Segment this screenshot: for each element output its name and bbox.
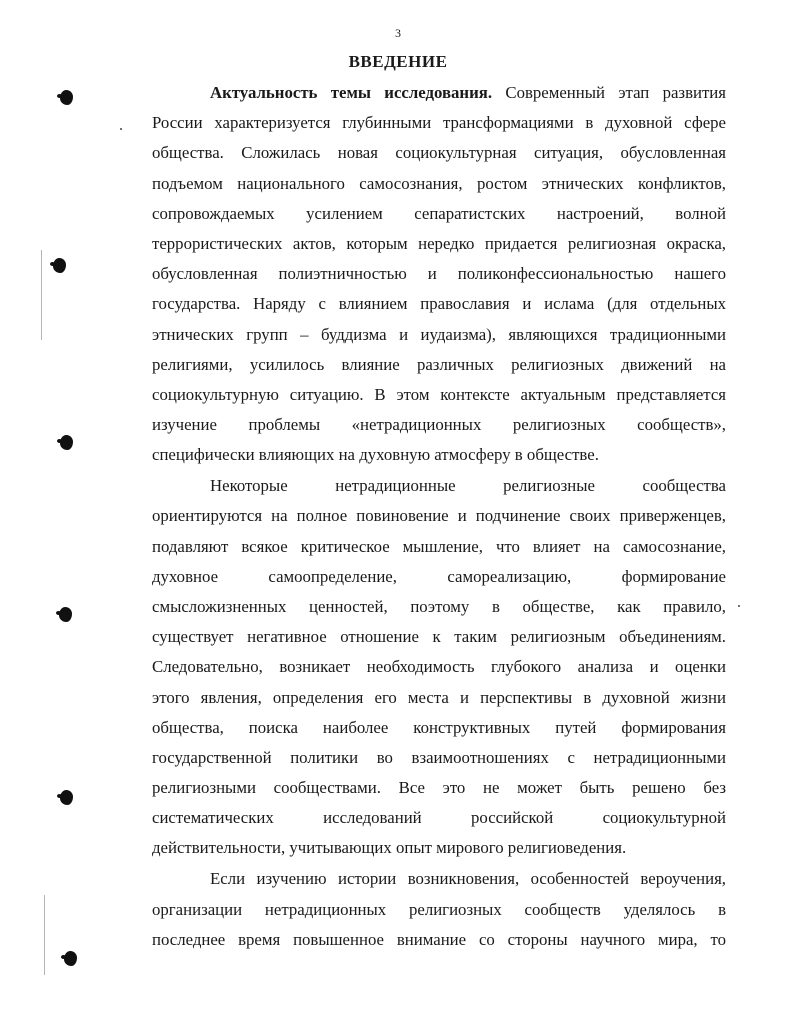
text-line: сопровождаемых усилением сепаратистских настроений, волной [152,203,726,223]
scan-speck [738,605,740,607]
punch-hole-mark [59,607,72,622]
scan-streak [44,895,45,975]
scan-speck [120,128,122,130]
text-line: последнее время повышенное внимание со стороны научного мира, то [152,929,726,949]
lead-text: Современный этап развития [492,83,727,102]
text-line: смысложизненных ценностей, поэтому в обществе, как правило, [152,596,726,616]
text-line: изучение проблемы «нетрадиционных религиозных сообществ», [152,415,726,435]
text-line: религиозными сообществами. Все это не может быть решено без [152,778,726,798]
punch-hole-mark [64,951,77,966]
text-line: подавляют всякое критическое мышление, что влияет на самосознание, [152,536,726,556]
scan-streak [41,250,42,340]
text-line [152,78,726,108]
text-line: общества. Сложилась новая социокультурная ситуация, обусловленная [152,143,726,163]
text-line: специфически влияющих на духовную атмосферу в обществе. [152,445,599,465]
text-line: социокультурную ситуацию. В этом контексте актуальным представляется [152,384,726,404]
punch-hole-mark [60,790,73,805]
punch-hole-mark [60,90,73,105]
text-line: России характеризуется глубинными трансформациями в духовной сфере [152,113,726,133]
text-line: действительности, учитывающих опыт мирового религиоведения. [152,838,627,858]
text-line: существует негативное отношение к таким религиозным объединениям. [152,627,726,647]
text-line: террористических актов, которым нередко придается религиозная окраска, [152,233,726,253]
page-title: ВВЕДЕНИЕ [348,52,448,71]
text-line: государства. Наряду с влиянием православия и ислама (для отдельных [152,294,726,314]
text-line: Если изучению истории возникновения, особенностей вероучения, [210,869,726,889]
text-line: подъемом национального самосознания, ростом этнических конфликтов, [152,173,726,193]
text-line: Следовательно, возникает необходимость глубокого анализа и оценки [152,657,726,677]
text-line: ориентируются на полное повиновение и подчинение своих приверженцев, [152,506,726,526]
text-line: Некоторые нетрадиционные религиозные сообщества [210,476,726,496]
page-number: 3 [395,26,401,40]
lead-bold-text: Актуальность темы исследования. [210,83,493,102]
text-line: общества, поиска наиболее конструктивных путей формирования [152,717,726,737]
text-line: систематических исследований российской социокультурной [152,808,726,828]
punch-hole-mark [53,258,66,273]
text-line: религиями, усилилось влияние различных религиозных движений на [152,354,726,374]
text-line: этого явления, определения его места и перспективы в духовной жизни [152,687,726,707]
text-line: духовное самоопределение, самореализацию, формирование [152,566,726,586]
body-text [152,78,726,955]
text-line: обусловленная полиэтничностью и поликонфессиональностью нашего [152,264,726,284]
text-line: государственной политики во взаимоотношениях с нетрадиционными [152,747,726,767]
text-line: этнических групп – буддизма и иудаизма), являющихся традиционными [152,324,726,344]
punch-hole-mark [60,435,73,450]
text-line: организации нетрадиционных религиозных сообществ уделялось в [152,899,726,919]
